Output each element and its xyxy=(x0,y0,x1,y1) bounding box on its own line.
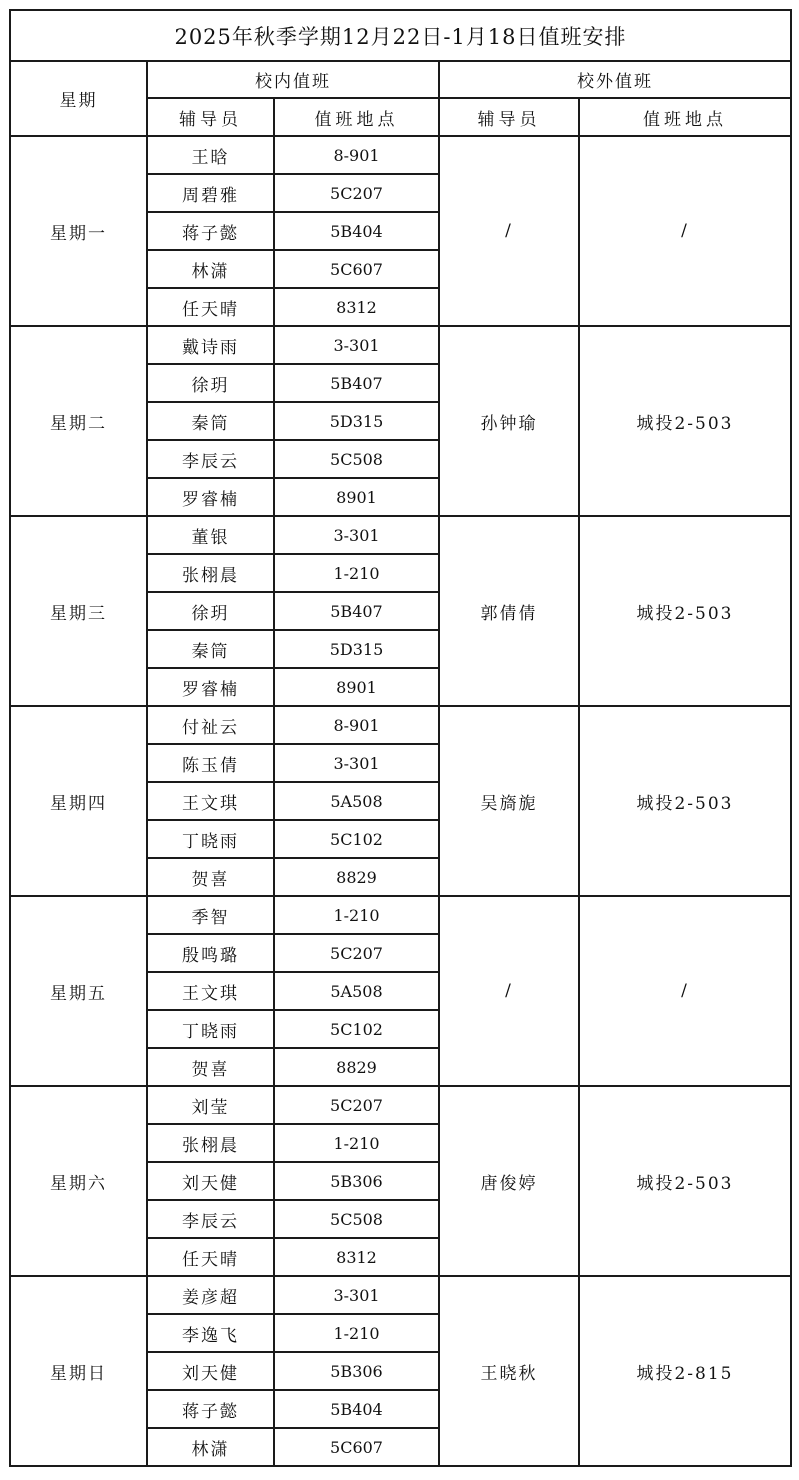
day-cell: 星期日 xyxy=(10,1276,147,1466)
on-campus-location-cell: 8901 xyxy=(274,478,439,516)
on-campus-counselor-cell: 秦筒 xyxy=(147,402,274,440)
on-campus-location-cell: 8-901 xyxy=(274,136,439,174)
on-campus-location-cell: 5C207 xyxy=(274,1086,439,1124)
on-campus-counselor-cell: 蒋子懿 xyxy=(147,212,274,250)
on-campus-location-cell: 5C102 xyxy=(274,820,439,858)
on-campus-counselor-cell: 殷鸣璐 xyxy=(147,934,274,972)
on-campus-counselor-cell: 林潇 xyxy=(147,250,274,288)
on-campus-location-cell: 5B306 xyxy=(274,1352,439,1390)
on-campus-location-cell: 5C207 xyxy=(274,174,439,212)
duty-schedule-table xyxy=(9,9,792,1467)
on-campus-location-cell: 8829 xyxy=(274,858,439,896)
off-campus-location-cell: 城投2-503 xyxy=(579,516,791,706)
off-campus-counselor-cell: 吴旖旎 xyxy=(439,706,579,896)
on-campus-counselor-cell: 刘莹 xyxy=(147,1086,274,1124)
on-campus-location-cell: 5B407 xyxy=(274,364,439,402)
on-campus-location-cell: 3-301 xyxy=(274,744,439,782)
on-campus-counselor-cell: 徐玥 xyxy=(147,364,274,402)
on-campus-location-cell: 5C102 xyxy=(274,1010,439,1048)
header-day: 星期 xyxy=(10,61,147,136)
off-campus-counselor-cell: 唐俊婷 xyxy=(439,1086,579,1276)
on-campus-counselor-cell: 贺喜 xyxy=(147,1048,274,1086)
off-campus-location-cell: / xyxy=(579,896,791,1086)
on-campus-counselor-cell: 秦筒 xyxy=(147,630,274,668)
on-campus-location-cell: 1-210 xyxy=(274,1124,439,1162)
schedule-title: 2025年秋季学期12月22日-1月18日值班安排 xyxy=(10,10,791,61)
on-campus-location-cell: 8-901 xyxy=(274,706,439,744)
table-row xyxy=(10,326,791,364)
day-cell: 星期五 xyxy=(10,896,147,1086)
on-campus-counselor-cell: 罗睿楠 xyxy=(147,668,274,706)
on-campus-counselor-cell: 姜彦超 xyxy=(147,1276,274,1314)
on-campus-location-cell: 5B306 xyxy=(274,1162,439,1200)
on-campus-location-cell: 8312 xyxy=(274,288,439,326)
on-campus-location-cell: 5C508 xyxy=(274,1200,439,1238)
on-campus-location-cell: 3-301 xyxy=(274,326,439,364)
on-campus-counselor-cell: 任天晴 xyxy=(147,288,274,326)
table-row xyxy=(10,516,791,554)
table-row xyxy=(10,1086,791,1124)
off-campus-location-cell: 城投2-503 xyxy=(579,706,791,896)
on-campus-location-cell: 8829 xyxy=(274,1048,439,1086)
header-off-campus: 校外值班 xyxy=(439,61,791,98)
header-on-campus: 校内值班 xyxy=(147,61,439,98)
on-campus-location-cell: 5B407 xyxy=(274,592,439,630)
on-campus-counselor-cell: 李辰云 xyxy=(147,440,274,478)
on-campus-counselor-cell: 李辰云 xyxy=(147,1200,274,1238)
off-campus-counselor-cell: 孙钟瑜 xyxy=(439,326,579,516)
on-campus-counselor-cell: 张栩晨 xyxy=(147,1124,274,1162)
on-campus-counselor-cell: 季智 xyxy=(147,896,274,934)
on-campus-counselor-cell: 蒋子懿 xyxy=(147,1390,274,1428)
on-campus-location-cell: 5A508 xyxy=(274,972,439,1010)
off-campus-location-cell: 城投2-503 xyxy=(579,1086,791,1276)
on-campus-location-cell: 1-210 xyxy=(274,554,439,592)
on-campus-location-cell: 5A508 xyxy=(274,782,439,820)
on-campus-counselor-cell: 刘天健 xyxy=(147,1352,274,1390)
on-campus-counselor-cell: 周碧雅 xyxy=(147,174,274,212)
schedule-body xyxy=(10,136,791,1466)
on-campus-counselor-cell: 王晗 xyxy=(147,136,274,174)
on-campus-counselor-cell: 王文琪 xyxy=(147,972,274,1010)
on-campus-counselor-cell: 戴诗雨 xyxy=(147,326,274,364)
off-campus-location-cell: 城投2-815 xyxy=(579,1276,791,1466)
off-campus-location-cell: 城投2-503 xyxy=(579,326,791,516)
off-campus-counselor-cell: 王晓秋 xyxy=(439,1276,579,1466)
header-on-campus-counselor: 辅导员 xyxy=(147,98,274,136)
on-campus-counselor-cell: 丁晓雨 xyxy=(147,820,274,858)
header-on-campus-location: 值班地点 xyxy=(274,98,439,136)
off-campus-counselor-cell: / xyxy=(439,896,579,1086)
on-campus-counselor-cell: 李逸飞 xyxy=(147,1314,274,1352)
on-campus-location-cell: 3-301 xyxy=(274,1276,439,1314)
day-cell: 星期六 xyxy=(10,1086,147,1276)
on-campus-location-cell: 3-301 xyxy=(274,516,439,554)
table-row xyxy=(10,1276,791,1314)
header-off-campus-location: 值班地点 xyxy=(579,98,791,136)
day-cell: 星期三 xyxy=(10,516,147,706)
on-campus-counselor-cell: 丁晓雨 xyxy=(147,1010,274,1048)
header-off-campus-counselor: 辅导员 xyxy=(439,98,579,136)
day-cell: 星期二 xyxy=(10,326,147,516)
table-row xyxy=(10,136,791,174)
on-campus-location-cell: 8312 xyxy=(274,1238,439,1276)
on-campus-counselor-cell: 贺喜 xyxy=(147,858,274,896)
table-row xyxy=(10,896,791,934)
on-campus-counselor-cell: 林潇 xyxy=(147,1428,274,1466)
on-campus-location-cell: 1-210 xyxy=(274,1314,439,1352)
on-campus-counselor-cell: 罗睿楠 xyxy=(147,478,274,516)
on-campus-counselor-cell: 徐玥 xyxy=(147,592,274,630)
on-campus-location-cell: 5C607 xyxy=(274,250,439,288)
on-campus-location-cell: 5C207 xyxy=(274,934,439,972)
on-campus-location-cell: 5D315 xyxy=(274,402,439,440)
day-cell: 星期一 xyxy=(10,136,147,326)
on-campus-counselor-cell: 任天晴 xyxy=(147,1238,274,1276)
on-campus-location-cell: 5B404 xyxy=(274,212,439,250)
on-campus-location-cell: 5C508 xyxy=(274,440,439,478)
day-cell: 星期四 xyxy=(10,706,147,896)
on-campus-counselor-cell: 付祉云 xyxy=(147,706,274,744)
on-campus-location-cell: 5B404 xyxy=(274,1390,439,1428)
off-campus-counselor-cell: / xyxy=(439,136,579,326)
on-campus-counselor-cell: 董银 xyxy=(147,516,274,554)
on-campus-location-cell: 5D315 xyxy=(274,630,439,668)
on-campus-location-cell: 1-210 xyxy=(274,896,439,934)
on-campus-counselor-cell: 张栩晨 xyxy=(147,554,274,592)
table-row xyxy=(10,706,791,744)
off-campus-counselor-cell: 郭倩倩 xyxy=(439,516,579,706)
off-campus-location-cell: / xyxy=(579,136,791,326)
on-campus-location-cell: 5C607 xyxy=(274,1428,439,1466)
on-campus-counselor-cell: 陈玉倩 xyxy=(147,744,274,782)
on-campus-counselor-cell: 刘天健 xyxy=(147,1162,274,1200)
on-campus-location-cell: 8901 xyxy=(274,668,439,706)
on-campus-counselor-cell: 王文琪 xyxy=(147,782,274,820)
